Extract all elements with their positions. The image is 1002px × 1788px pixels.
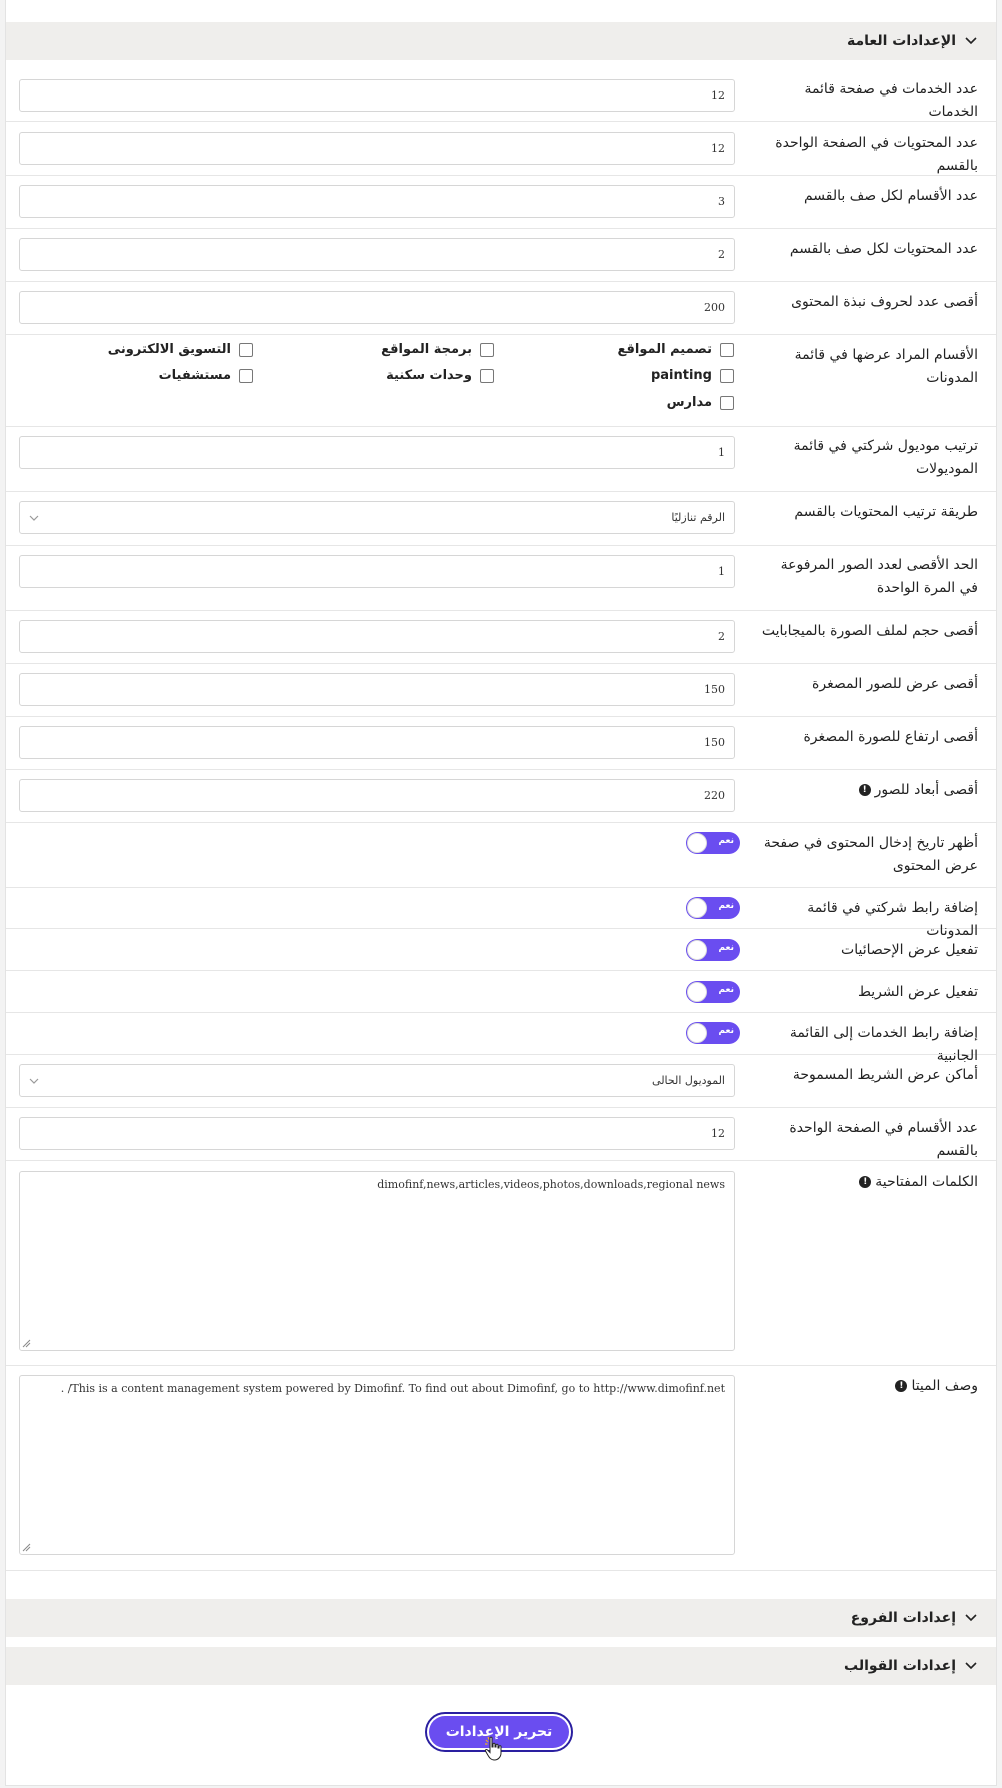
field-label: طريقة ترتيب المحتويات بالقسم [794,504,978,520]
section-title-general: الإعدادات العامة [847,33,956,49]
categories-per-row-input[interactable]: 3 [19,185,735,218]
row-categories-per-row [6,176,996,229]
row-max-image-size [6,611,996,664]
field-label: تفعيل عرض الإحصائيات [841,942,978,958]
row-show-entry-date [6,823,996,888]
field-label: أقصى أبعاد للصور! [758,779,978,802]
max-upload-images-input[interactable]: 1 [19,555,735,588]
chevron-down-icon [29,513,39,523]
thumb-max-height-input[interactable]: 150 [19,726,735,759]
checkbox-schools[interactable]: مدارس [667,395,734,410]
checkbox-box[interactable] [239,343,253,357]
row-thumb-max-height [6,717,996,770]
toggle-knob [687,898,707,918]
keywords-value: dimofinf,news,articles,videos,photos,downloads,regional news [377,1178,725,1191]
row-max-upload-images [6,546,996,611]
sort-method-value: الرقم تنازليًا [671,511,725,524]
checkbox-web-design[interactable]: تصميم المواقع [618,342,735,357]
max-image-dims-input[interactable]: 220 [19,779,735,812]
section-header-branches[interactable] [6,1599,996,1637]
sort-method-select[interactable] [19,501,735,534]
row-bar-locations [6,1055,996,1108]
bar-locations-select[interactable] [19,1064,735,1097]
row-services-per-page [6,68,996,122]
summary-max-chars-input[interactable]: 200 [19,291,735,324]
field-label: عدد المحتويات في الصفحة الواحدة بالقسم [775,135,978,174]
field-label: أقصى عرض للصور المصغرة [812,676,978,692]
row-enable-bar [6,971,996,1013]
checkbox-box[interactable] [480,369,494,383]
row-module-order [6,427,996,492]
checkbox-box[interactable] [239,369,253,383]
chevron-down-icon [964,34,978,48]
row-services-sidebar-link [6,1013,996,1064]
toggle-knob [687,940,707,960]
field-label: أظهر تاريخ إدخال المحتوى في صفحة عرض المحتوى [763,835,978,874]
settings-page [5,0,997,1786]
row-keywords [6,1161,996,1366]
field-label: عدد الأقسام في الصفحة الواحدة بالقسم [789,1120,978,1159]
row-contents-per-row [6,229,996,282]
services-per-page-input[interactable]: 12 [19,79,735,112]
chevron-down-icon [29,1076,39,1086]
row-meta-description [6,1366,996,1571]
max-image-size-input[interactable]: 2 [19,620,735,653]
info-icon[interactable]: ! [895,1380,907,1392]
field-label: الكلمات المفتاحية! [758,1171,978,1194]
field-label: إضافة رابط الخدمات إلى القائمة الجانبية [789,1025,978,1064]
categories-per-page-input[interactable]: 12 [19,1117,735,1150]
field-label: أقصى ارتفاع للصورة المصغرة [803,729,978,745]
info-icon[interactable]: ! [859,1176,871,1188]
add-company-link-toggle[interactable]: نعم [686,897,740,919]
toggle-knob [687,982,707,1002]
row-enable-stats [6,929,996,971]
row-thumb-max-width [6,664,996,717]
chevron-down-icon [964,1611,978,1625]
hand-cursor-icon [484,1736,504,1762]
field-label: أقصى حجم لملف الصورة بالميجابايت [761,623,978,639]
field-label: عدد الخدمات في صفحة قائمة الخدمات [804,81,978,120]
thumb-max-width-input[interactable]: 150 [19,673,735,706]
bar-locations-value: الموديول الحالى [652,1074,725,1087]
row-categories-per-page [6,1108,996,1161]
module-order-input[interactable]: 1 [19,436,735,469]
checkbox-housing-units[interactable]: وحدات سكنية [386,368,494,383]
resize-handle-icon[interactable] [22,1339,31,1348]
checkbox-web-programming[interactable]: برمجة المواقع [381,342,494,357]
meta-description-textarea[interactable] [19,1375,735,1555]
row-max-image-dims [6,770,996,823]
row-summary-max-chars [6,282,996,335]
checkbox-box[interactable] [720,396,734,410]
field-label: عدد المحتويات لكل صف بالقسم [789,241,978,257]
field-label: أماكن عرض الشريط المسموحة [792,1067,978,1083]
keywords-textarea[interactable] [19,1171,735,1351]
info-icon[interactable]: ! [859,784,871,796]
field-label: أقصى عدد لحروف نبذة المحتوى [791,294,978,310]
show-entry-date-toggle[interactable]: نعم [686,832,740,854]
row-contents-per-page [6,122,996,176]
section-header-templates[interactable] [6,1647,996,1685]
field-label: الحد الأقصى لعدد الصور المرفوعة في المرة الواحدة [780,557,978,596]
field-label: الأقسام المراد عرضها في قائمة المدونات [794,347,978,386]
checkbox-hospitals[interactable]: مستشفيات [159,368,253,383]
section-title-branches: إعدادات الفروع [850,1610,956,1626]
edit-settings-button[interactable]: تحرير الإعدادات [429,1716,569,1748]
meta-description-value: . /This is a content management system powered by Dimofinf. To find out about Dimofinf, go to http://www.dimofinf.net [60,1382,725,1395]
enable-bar-toggle[interactable]: نعم [686,981,740,1003]
contents-per-page-input[interactable]: 12 [19,132,735,165]
services-sidebar-link-toggle[interactable]: نعم [686,1022,740,1044]
checkbox-box[interactable] [480,343,494,357]
row-sort-method [6,492,996,546]
contents-per-row-input[interactable]: 2 [19,238,735,271]
toggle-knob [687,833,707,853]
row-add-company-link [6,888,996,939]
section-header-general[interactable] [6,22,996,60]
field-label: إضافة رابط شركتي في قائمة المدونات [807,900,978,939]
field-label: عدد الأقسام لكل صف بالقسم [803,188,978,204]
field-label: ترتيب موديول شركتي في قائمة الموديولات [793,438,978,477]
checkbox-painting[interactable]: painting [651,368,734,383]
checkbox-box[interactable] [720,369,734,383]
toggle-knob [687,1023,707,1043]
checkbox-e-marketing[interactable]: التسويق الالكترونى [108,342,253,357]
section-title-templates: إعدادات القوالب [844,1658,956,1674]
row-blog-categories [6,335,996,427]
field-label: تفعيل عرض الشريط [857,984,978,1000]
chevron-down-icon [964,1659,978,1673]
resize-handle-icon[interactable] [22,1543,31,1552]
enable-stats-toggle[interactable]: نعم [686,939,740,961]
checkbox-box[interactable] [720,343,734,357]
field-label: وصف الميتا! [758,1375,978,1398]
